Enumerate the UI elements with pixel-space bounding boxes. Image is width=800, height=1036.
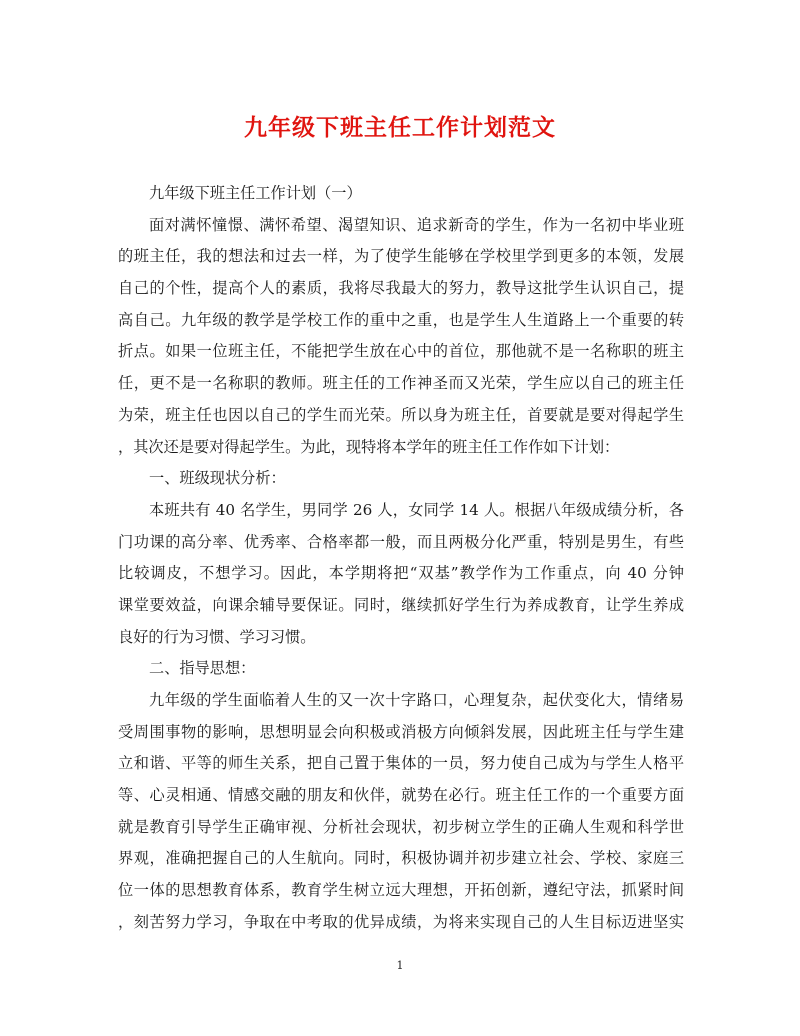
text-line: 就是教育引导学生正确审视、分析社会现状，初步树立学生的正确人生观和科学世	[118, 817, 684, 836]
text-line: 界观，准确把握自己的人生航向。同时，积极协调并初步建立社会、学校、家庭三	[118, 849, 684, 868]
text-line: 本班共有 40 名学生，男同学 26 人，女同学 14 人。根据八年级成绩分析，各	[149, 500, 684, 519]
text-line: 受周围事物的影响，思想明显会向积极或消极方向倾斜发展，因此班主任与学生建	[118, 722, 684, 741]
text-line: 九年级的学生面临着人生的又一次十字路口，心理复杂，起伏变化大，情绪易	[149, 691, 684, 709]
text-line: 良好的行为习惯、学习习惯。	[118, 627, 316, 646]
document-body	[118, 178, 684, 939]
text-line: 课堂要效益，向课余辅导要保证。同时，继续抓好学生行为养成教育，让学生养成	[118, 595, 684, 614]
text-line: ，其次还是要对得起学生。为此，现特将本学年的班主任工作作如下计划：	[118, 437, 620, 456]
text-line: 折点。如果一位班主任，不能把学生放在心中的首位，那他就不是一名称职的班主	[118, 342, 684, 361]
text-line: ，刻苦努力学习，争取在中考取的优异成绩，为将来实现自己的人生目标迈进坚实	[118, 912, 684, 931]
document-title: 九年级下班主任工作计划范文	[244, 114, 556, 141]
text-line: 门功课的高分率、优秀率、合格率都一般，而且两极分化严重，特别是男生，有些	[118, 532, 684, 551]
text-line: 自己的个性，提高个人的素质，我将尽我最大的努力，教导这批学生认识自己，提	[118, 279, 684, 298]
text-line: 高自己。九年级的教学是学校工作的重中之重，也是学生人生道路上一个重要的转	[118, 310, 684, 329]
text-line: 位一体的思想教育体系，教育学生树立远大理想，开拓创新，遵纪守法，抓紧时间	[118, 881, 684, 900]
text-line: 二、指导思想：	[149, 659, 256, 678]
text-line: 为荣，班主任也因以自己的学生而光荣。所以身为班主任，首要就是要对得起学生	[118, 405, 684, 424]
text-line: 一、班级现状分析：	[149, 469, 286, 488]
text-line: 九年级下班主任工作计划（一）	[149, 184, 362, 202]
text-line: 的班主任，我的想法和过去一样，为了使学生能够在学校里学到更多的本领，发展	[118, 247, 684, 266]
text-line: 立和谐、平等的师生关系，把自己置于集体的一员，努力使自己成为与学生人格平	[118, 754, 684, 773]
text-line: 面对满怀憧憬、满怀希望、渴望知识、追求新奇的学生，作为一名初中毕业班	[149, 215, 684, 234]
text-line: 等、心灵相通、情感交融的朋友和伙伴，就势在必行。班主任工作的一个重要方面	[118, 786, 684, 805]
page-number: 1	[396, 959, 404, 972]
text-line: 比较调皮，不想学习。因此，本学期将把“双基”教学作为工作重点，向 40 分钟	[118, 564, 684, 583]
text-line: 任，更不是一名称职的教师。班主任的工作神圣而又光荣，学生应以自己的班主任	[118, 374, 684, 393]
